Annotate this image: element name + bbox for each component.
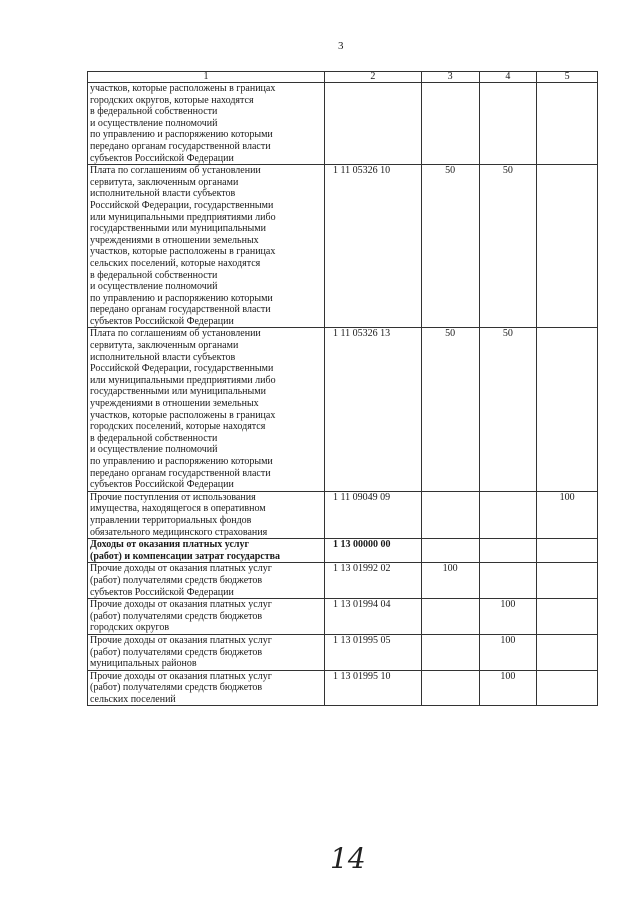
table-row bbox=[88, 670, 598, 706]
budget-code-cell: 1 11 09049 09 bbox=[324, 491, 421, 538]
table-row bbox=[88, 83, 598, 165]
value-cell-col4 bbox=[479, 83, 537, 165]
value-cell-col4: 100 bbox=[479, 599, 537, 635]
handwritten-page-number: 14 bbox=[330, 842, 366, 875]
row-name-cell: Прочие доходы от оказания платных услуг (работ) получателями средств бюджетов городских округов bbox=[88, 599, 325, 635]
row-name-cell: Доходы от оказания платных услуг (работ) и компенсации затрат государства bbox=[88, 539, 325, 563]
table-row bbox=[88, 634, 598, 670]
value-cell-col3: 50 bbox=[421, 328, 479, 491]
table-row bbox=[88, 539, 598, 563]
row-name-cell: Прочие доходы от оказания платных услуг (работ) получателями средств бюджетов муниципальных районов bbox=[88, 634, 325, 670]
budget-code-cell: 1 13 01995 05 bbox=[324, 634, 421, 670]
table-row bbox=[88, 328, 598, 491]
value-cell-col3: 100 bbox=[421, 563, 479, 599]
value-cell-col3 bbox=[421, 539, 479, 563]
budget-code-cell: 1 13 01994 04 bbox=[324, 599, 421, 635]
budget-code-cell: 1 11 05326 10 bbox=[324, 165, 421, 328]
value-cell-col5 bbox=[537, 634, 598, 670]
column-header: 5 bbox=[537, 72, 598, 83]
value-cell-col5 bbox=[537, 539, 598, 563]
value-cell-col5 bbox=[537, 165, 598, 328]
value-cell-col4 bbox=[479, 563, 537, 599]
row-name-cell: участков, которые расположены в границах городских округов, которые находятся в федеральной собственности и осуществление полномочий по управлению и распоряжению которыми передано органам государственной власти субъектов Российской Федерации bbox=[88, 83, 325, 165]
table-row bbox=[88, 563, 598, 599]
revenue-table bbox=[87, 71, 598, 706]
column-header: 4 bbox=[479, 72, 537, 83]
value-cell-col5 bbox=[537, 599, 598, 635]
budget-code-cell: 1 13 01995 10 bbox=[324, 670, 421, 706]
value-cell-col4 bbox=[479, 491, 537, 538]
value-cell-col4: 50 bbox=[479, 328, 537, 491]
row-name-cell: Прочие поступления от использования имущества, находящегося в оперативном управлении территориальных фондов обязательного медицинского страхования bbox=[88, 491, 325, 538]
column-header: 1 bbox=[88, 72, 325, 83]
table-row bbox=[88, 165, 598, 328]
row-name-cell: Плата по соглашениям об установлении сервитута, заключенным органами исполнительной власти субъектов Российской Федерации, государственными или муниципальными предприятиями либо государственными или муниципальными учреждениями в отношении земельных участков, которые расположены в границах городских поселений, которые находятся в федеральной собственности и осуществление полномочий по управлению и распоряжению которыми передано органам государственной власти субъектов Российской Федерации bbox=[88, 328, 325, 491]
value-cell-col4: 100 bbox=[479, 670, 537, 706]
value-cell-col5: 100 bbox=[537, 491, 598, 538]
value-cell-col3 bbox=[421, 670, 479, 706]
page-number: 3 bbox=[338, 40, 344, 52]
row-name-cell: Прочие доходы от оказания платных услуг (работ) получателями средств бюджетов сельских поселений bbox=[88, 670, 325, 706]
value-cell-col3 bbox=[421, 83, 479, 165]
value-cell-col3: 50 bbox=[421, 165, 479, 328]
value-cell-col3 bbox=[421, 634, 479, 670]
budget-code-cell bbox=[324, 83, 421, 165]
row-name-cell: Плата по соглашениям об установлении сервитута, заключенным органами исполнительной власти субъектов Российской Федерации, государственными или муниципальными предприятиями либо государственными или муниципальными учреждениями в отношении земельных участков, которые расположены в границах сельских поселений, которые находятся в федеральной собственности и осуществление полномочий по управлению и распоряжению которыми передано органам государственной власти субъектов Российской Федерации bbox=[88, 165, 325, 328]
column-header: 2 bbox=[324, 72, 421, 83]
value-cell-col5 bbox=[537, 670, 598, 706]
value-cell-col4 bbox=[479, 539, 537, 563]
budget-code-cell: 1 11 05326 13 bbox=[324, 328, 421, 491]
value-cell-col4: 100 bbox=[479, 634, 537, 670]
budget-code-cell: 1 13 01992 02 bbox=[324, 563, 421, 599]
table-row bbox=[88, 491, 598, 538]
value-cell-col5 bbox=[537, 328, 598, 491]
budget-code-cell: 1 13 00000 00 bbox=[324, 539, 421, 563]
row-name-cell: Прочие доходы от оказания платных услуг (работ) получателями средств бюджетов субъектов Российской Федерации bbox=[88, 563, 325, 599]
value-cell-col5 bbox=[537, 83, 598, 165]
value-cell-col3 bbox=[421, 491, 479, 538]
value-cell-col5 bbox=[537, 563, 598, 599]
value-cell-col3 bbox=[421, 599, 479, 635]
value-cell-col4: 50 bbox=[479, 165, 537, 328]
column-header: 3 bbox=[421, 72, 479, 83]
table-header-row bbox=[88, 72, 598, 83]
table-row bbox=[88, 599, 598, 635]
